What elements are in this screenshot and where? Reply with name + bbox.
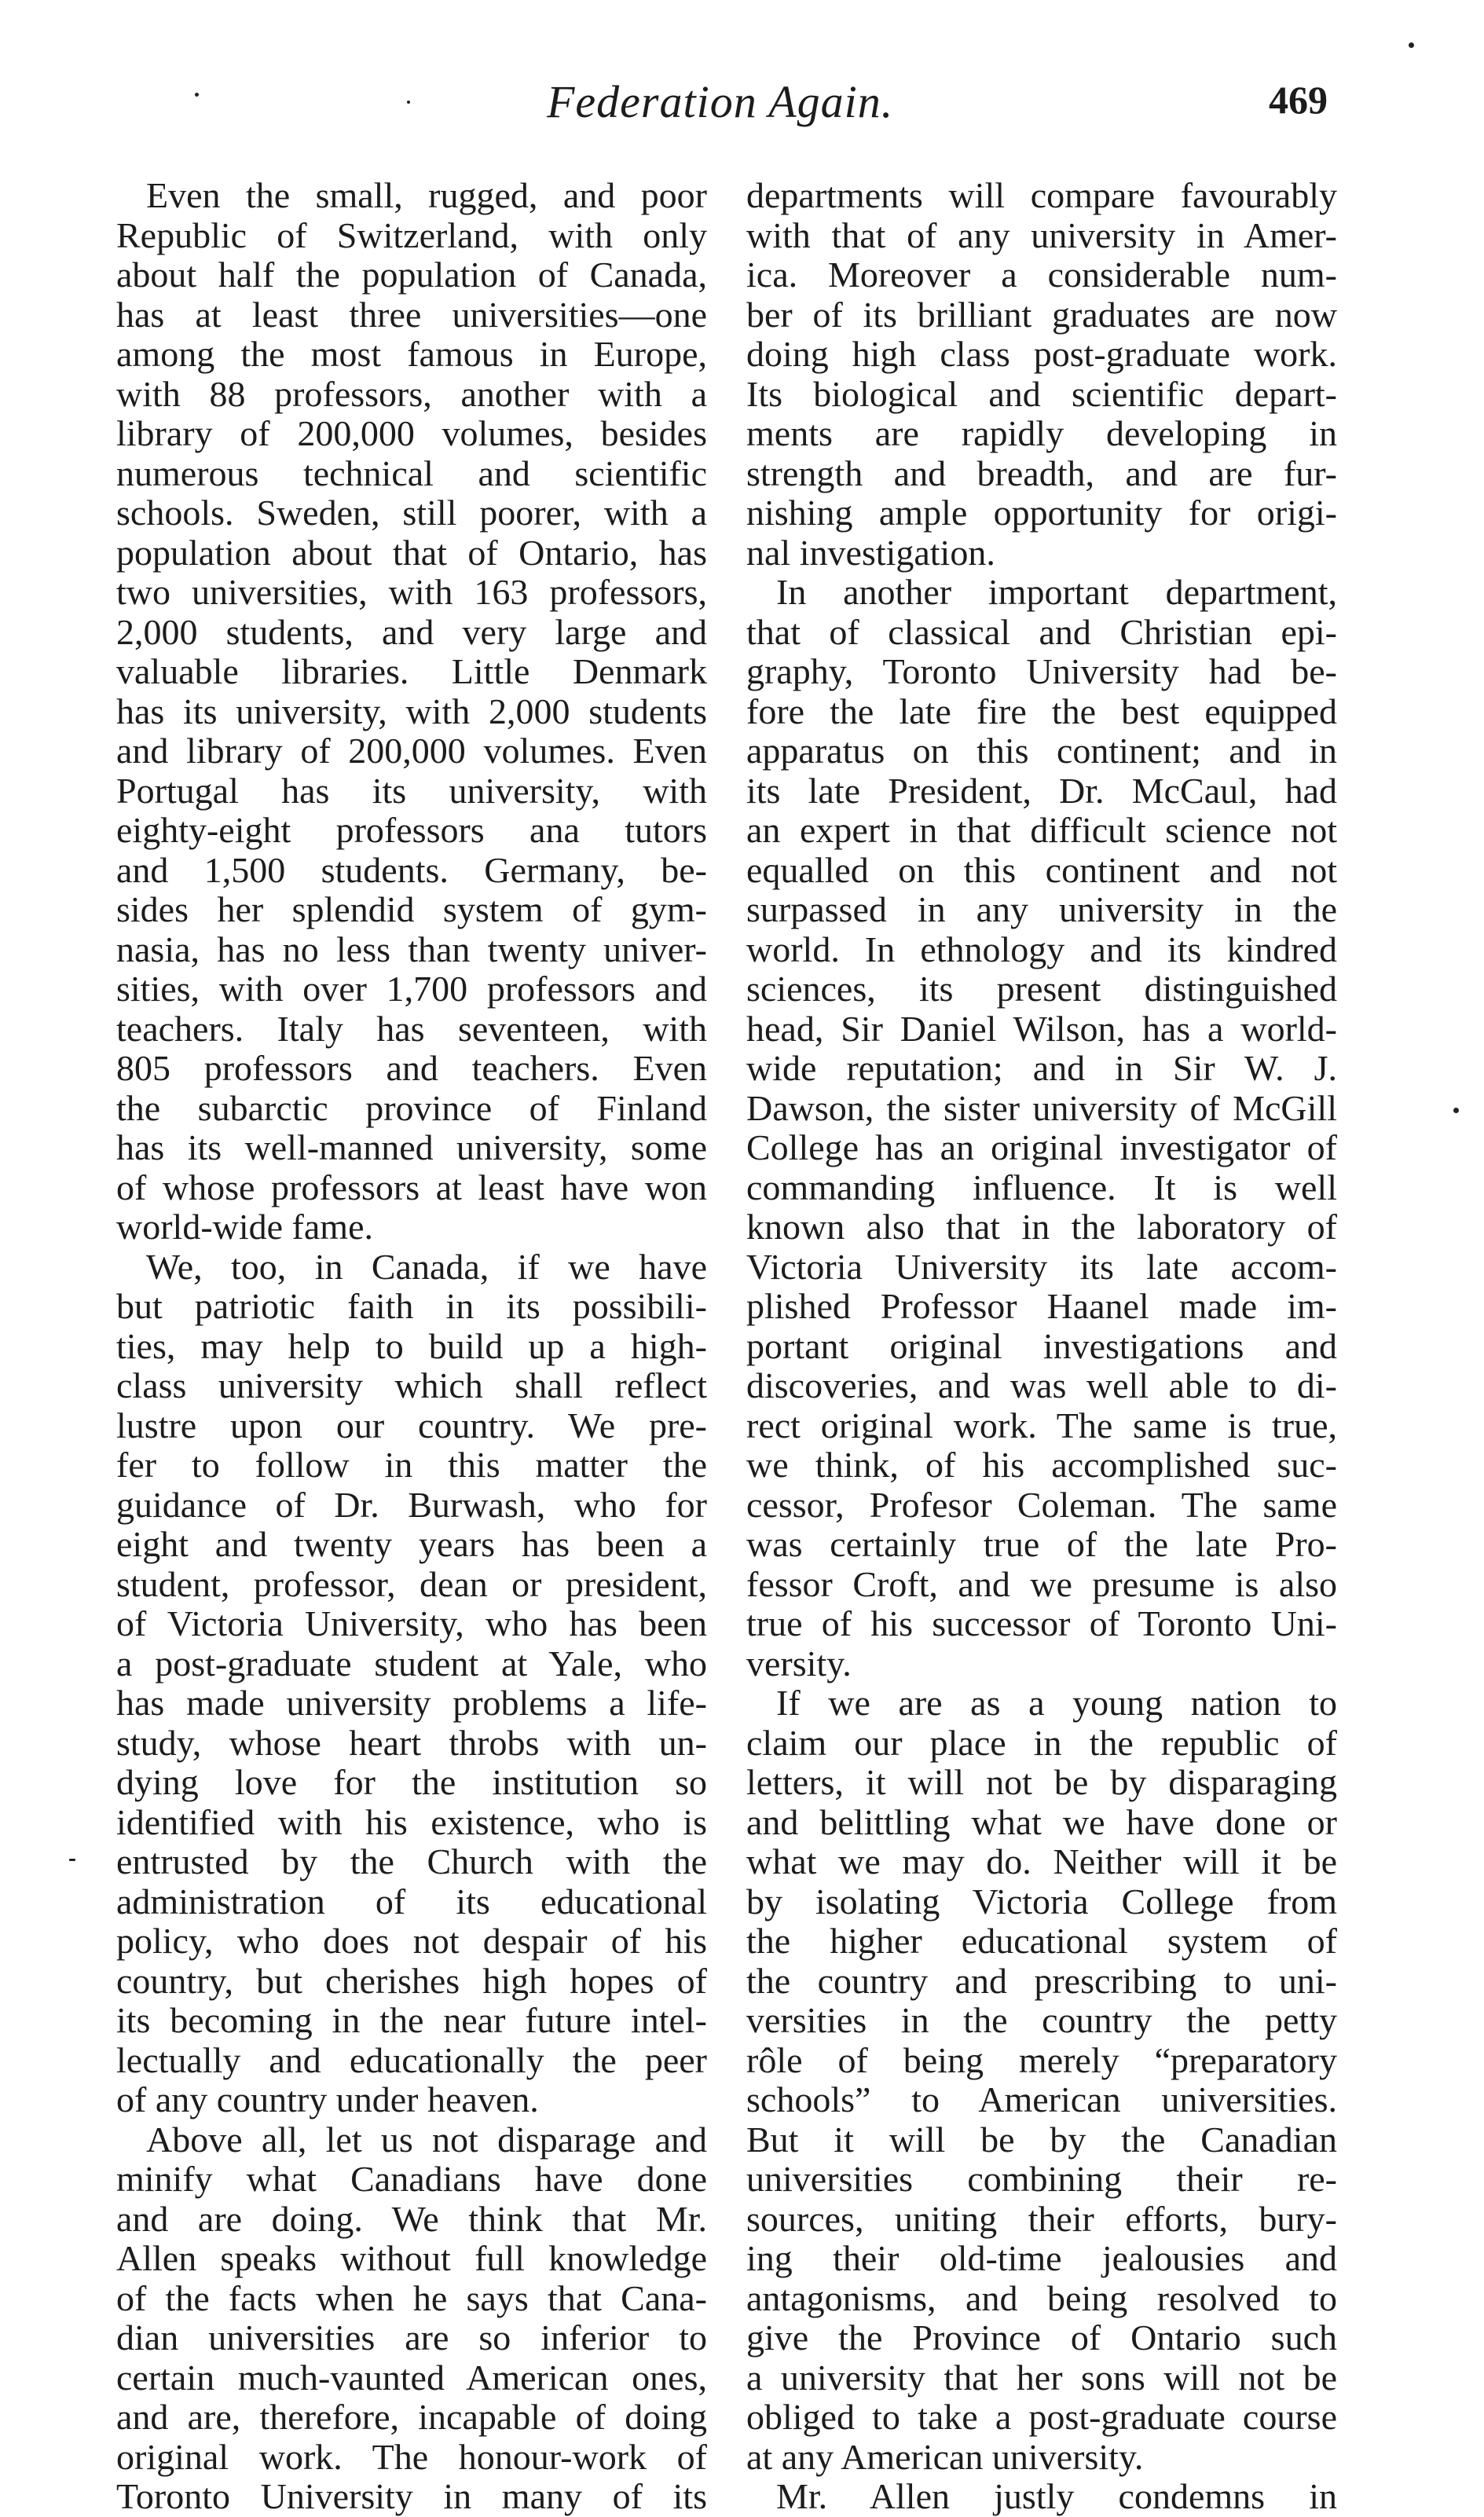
text-line: the country and prescribing to uni- — [746, 1960, 1337, 2001]
text-line: We, too, in Canada, if we have — [146, 1246, 707, 1287]
text-line: with 88 professors, another with a — [116, 373, 707, 414]
text-line: and belittling what we have done or — [746, 1801, 1337, 1842]
text-line: minify what Canadians have done — [116, 2159, 707, 2199]
text-line: plished Professor Haanel made im- — [746, 1286, 1337, 1326]
text-line: fore the late fire the best equipped — [746, 691, 1337, 731]
text-line: original work. The honour-work of — [116, 2436, 707, 2477]
text-line: Victoria University its late accom- — [746, 1246, 1337, 1287]
text-line: cessor, Profesor Coleman. The same — [746, 1484, 1337, 1525]
text-line: give the Province of Ontario such — [746, 2317, 1337, 2358]
text-line: fessor Croft, and we presume is also — [746, 1563, 1337, 1604]
text-line: dying love for the institution so — [116, 1762, 707, 1802]
text-line: lectually and educationally the peer — [116, 2039, 707, 2080]
text-line: numerous technical and scientific — [116, 452, 707, 493]
text-line: but patriotic faith in its possibili- — [116, 1286, 707, 1326]
text-line: 2,000 students, and very large and — [116, 611, 707, 652]
text-line: ing their old-time jealousies and — [746, 2238, 1337, 2278]
text-line: ica. Moreover a considerable num- — [746, 255, 1337, 295]
text-line: the higher educational system of — [746, 1921, 1337, 1961]
text-line: ties, may help to build up a high- — [116, 1325, 707, 1366]
text-line: and are doing. We think that Mr. — [116, 2198, 707, 2239]
text-line: antagonisms, and being resolved to — [746, 2277, 1337, 2318]
text-line: Even the small, rugged, and poor — [146, 175, 707, 215]
text-line: portant original investigations and — [746, 1325, 1337, 1366]
text-line: about half the population of Canada, — [116, 255, 707, 295]
text-line: identified with his existence, who is — [116, 1801, 707, 1842]
text-line: among the most famous in Europe, — [116, 334, 707, 374]
print-speck — [407, 101, 410, 104]
text-line: But it will be by the Canadian — [746, 2119, 1337, 2160]
text-line: population about that of Ontario, has — [116, 532, 707, 573]
text-line: class university which shall reflect — [116, 1365, 707, 1405]
text-line: departments will compare favourably — [746, 175, 1337, 215]
text-line: nishing ample opportunity for origi- — [746, 493, 1337, 533]
text-line: sciences, its present distinguished — [746, 969, 1337, 1009]
text-line: ber of its brilliant graduates are now — [746, 294, 1337, 335]
text-line: world. In ethnology and its kindred — [746, 929, 1337, 969]
text-line: was certainly true of the late Pro- — [746, 1524, 1337, 1564]
text-line: obliged to take a post-graduate course — [746, 2397, 1337, 2437]
text-line: teachers. Italy has seventeen, with — [116, 1008, 707, 1049]
text-line: graphy, Toronto University had be- — [746, 651, 1337, 691]
text-line: lustre upon our country. We pre- — [116, 1405, 707, 1445]
text-line: Republic of Switzerland, with only — [116, 214, 707, 255]
text-line: and library of 200,000 volumes. Even — [116, 731, 707, 771]
text-line: that of classical and Christian epi- — [746, 611, 1337, 652]
running-header — [0, 75, 1484, 138]
running-title: Federation Again. — [547, 76, 894, 127]
text-line: Portugal has its university, with — [116, 770, 707, 811]
text-line: entrusted by the Church with the — [116, 1841, 707, 1881]
text-line: Its biological and scientific depart- — [746, 373, 1337, 414]
text-line: has its university, with 2,000 students — [116, 691, 707, 731]
text-line: two universities, with 163 professors, — [116, 572, 707, 612]
text-line: If we are as a young nation to — [776, 1683, 1337, 1723]
text-line: Above all, let us not disparage and — [146, 2119, 707, 2160]
text-line: Dawson, the sister university of McGill — [746, 1087, 1337, 1128]
text-line: Mr. Allen justly condemns in — [776, 2476, 1337, 2516]
text-line: In another important department, — [776, 572, 1337, 612]
text-column-right — [746, 176, 1337, 2517]
text-line: of any country under heaven. — [116, 2079, 539, 2119]
text-line: rect original work. The same is true, — [746, 1405, 1337, 1445]
text-line: of the facts when he says that Cana- — [116, 2277, 707, 2318]
text-line: and 1,500 students. Germany, be- — [116, 849, 707, 890]
text-line: commanding influence. It is well — [746, 1167, 1337, 1207]
text-line: nasia, has no less than twenty univer- — [116, 929, 707, 969]
page-number: 469 — [1269, 78, 1328, 122]
text-line: surpassed in any university in the — [746, 889, 1337, 929]
text-line: head, Sir Daniel Wilson, has a world- — [746, 1008, 1337, 1049]
print-speck — [1409, 42, 1414, 48]
text-line: country, but cherishes high hopes of — [116, 1960, 707, 2001]
text-line: versity. — [746, 1643, 852, 1683]
text-line: guidance of Dr. Burwash, who for — [116, 1484, 707, 1525]
text-line: study, whose heart throbs with un- — [116, 1722, 707, 1763]
text-line: policy, who does not despair of his — [116, 1921, 707, 1961]
text-line: administration of its educational — [116, 1881, 707, 1922]
text-line: versities in the country the petty — [746, 2000, 1337, 2040]
text-line: what we may do. Neither will it be — [746, 1841, 1337, 1881]
text-line: an expert in that difficult science not — [746, 810, 1337, 850]
print-speck — [69, 1859, 75, 1861]
text-line: student, professor, dean or president, — [116, 1563, 707, 1604]
text-line: discoveries, and was well able to di- — [746, 1365, 1337, 1405]
text-line: letters, it will not be by disparaging — [746, 1762, 1337, 1802]
print-speck — [195, 93, 199, 97]
text-line: universities combining their re- — [746, 2159, 1337, 2199]
text-line: of whose professors at least have won — [116, 1167, 707, 1207]
text-line: has made university problems a life- — [116, 1683, 707, 1723]
text-line: we think, of his accomplished suc- — [746, 1445, 1337, 1485]
text-line: sities, with over 1,700 professors and — [116, 969, 707, 1009]
text-line: rôle of being merely “preparatory — [746, 2039, 1337, 2080]
text-line: with that of any university in Amer- — [746, 214, 1337, 255]
text-line: dian universities are so inferior to — [116, 2317, 707, 2358]
text-line: eighty-eight professors ana tutors — [116, 810, 707, 850]
text-line: schools. Sweden, still poorer, with a — [116, 493, 707, 533]
text-line: true of his successor of Toronto Uni- — [746, 1603, 1337, 1643]
text-line: of Victoria University, who has been — [116, 1603, 707, 1643]
text-line: a post-graduate student at Yale, who — [116, 1643, 707, 1683]
text-line: doing high class post-graduate work. — [746, 334, 1337, 374]
text-line: world-wide fame. — [116, 1207, 373, 1247]
text-line: Allen speaks without full knowledge — [116, 2238, 707, 2278]
text-line: College has an original investigator of — [746, 1127, 1337, 1167]
text-line: a university that her sons will not be — [746, 2357, 1337, 2398]
text-line: wide reputation; and in Sir W. J. — [746, 1048, 1337, 1088]
text-line: has at least three universities—one — [116, 294, 707, 335]
text-line: ments are rapidly developing in — [746, 413, 1337, 453]
text-line: its late President, Dr. McCaul, had — [746, 770, 1337, 811]
text-line: library of 200,000 volumes, besides — [116, 413, 707, 453]
text-line: valuable libraries. Little Denmark — [116, 651, 707, 691]
text-line: claim our place in the republic of — [746, 1722, 1337, 1763]
text-line: has its well-manned university, some — [116, 1127, 707, 1167]
text-line: equalled on this continent and not — [746, 849, 1337, 890]
text-line: the subarctic province of Finland — [116, 1087, 707, 1128]
text-line: 805 professors and teachers. Even — [116, 1048, 707, 1088]
text-line: strength and breadth, and are fur- — [746, 452, 1337, 493]
text-line: Toronto University in many of its — [116, 2476, 707, 2516]
text-column-left — [116, 176, 707, 2517]
text-line: known also that in the laboratory of — [746, 1207, 1337, 1247]
text-line: sources, uniting their efforts, bury- — [746, 2198, 1337, 2239]
text-line: eight and twenty years has been a — [116, 1524, 707, 1564]
text-line: and are, therefore, incapable of doing — [116, 2397, 707, 2437]
text-line: fer to follow in this matter the — [116, 1445, 707, 1485]
text-line: certain much-vaunted American ones, — [116, 2357, 707, 2398]
print-speck — [1453, 1108, 1459, 1113]
text-line: schools” to American universities. — [746, 2079, 1337, 2119]
text-line: nal investigation. — [746, 532, 995, 573]
text-line: apparatus on this continent; and in — [746, 731, 1337, 771]
text-line: sides her splendid system of gym- — [116, 889, 707, 929]
text-line: its becoming in the near future intel- — [116, 2000, 707, 2040]
text-line: at any American university. — [746, 2436, 1144, 2477]
text-line: by isolating Victoria College from — [746, 1881, 1337, 1922]
